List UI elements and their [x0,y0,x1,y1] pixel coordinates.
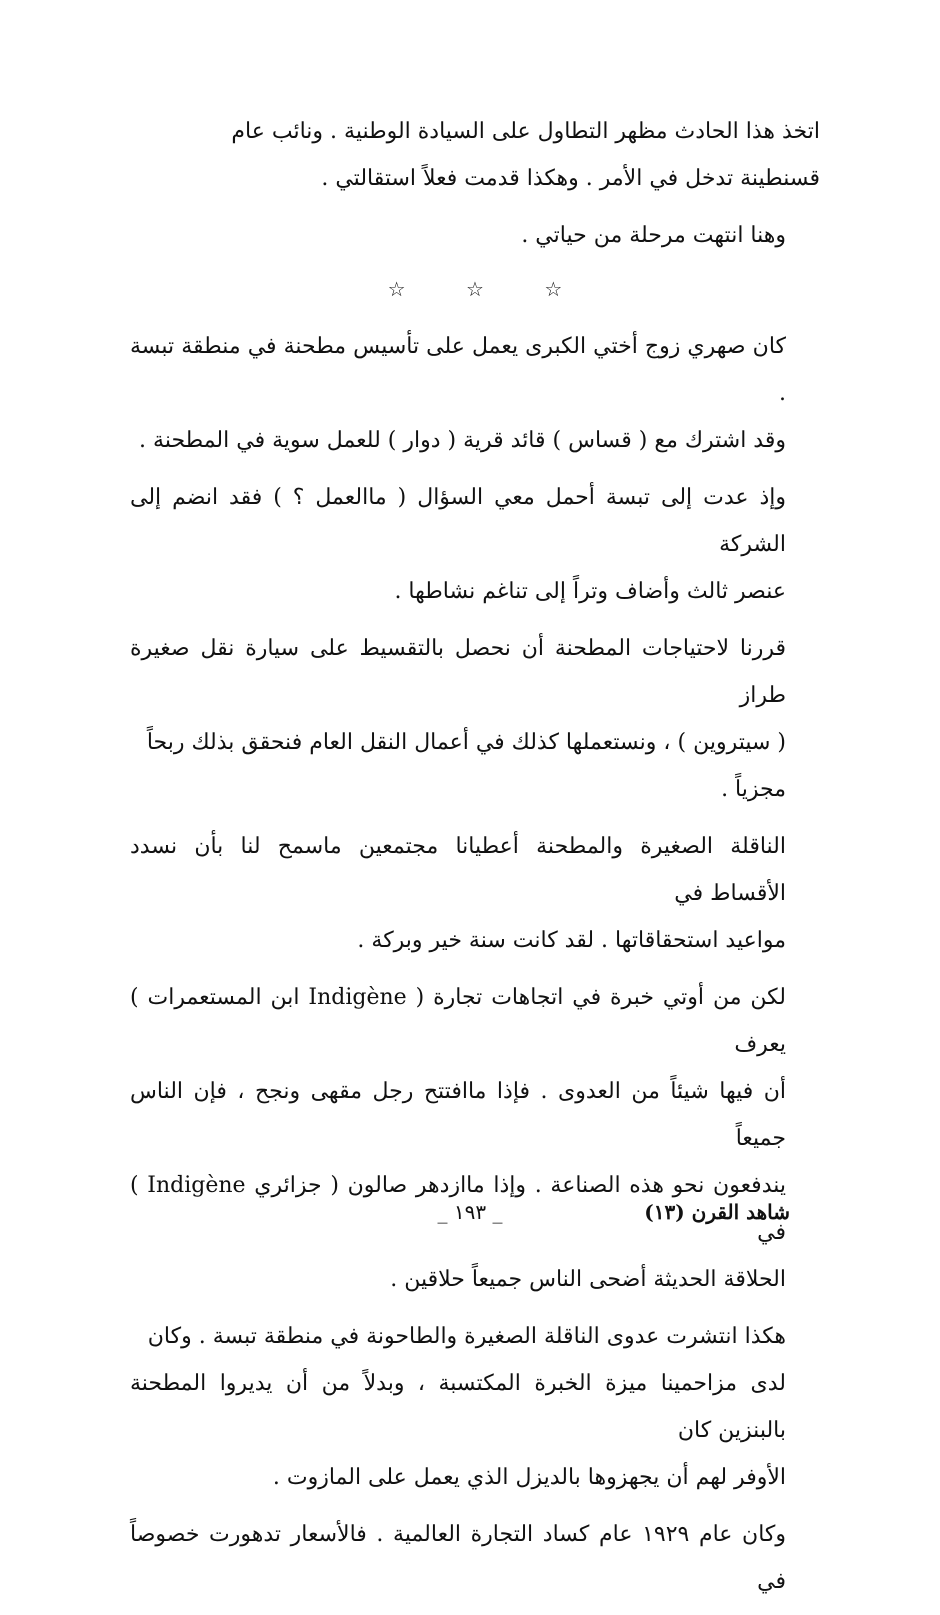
paragraph [130,108,820,202]
book-title: شاهد القرن (١٣) [644,1200,790,1224]
paragraph [130,1313,820,1501]
text-line: قررنا لاحتياجات المطحنة أن نحصل بالتقسيط على سيارة نقل صغيرة طراز [130,636,786,708]
text-line: عنصر ثالث وأضاف وتراً إلى تناغم نشاطها . [394,579,786,604]
paragraph [130,323,820,464]
text-line: كان صهري زوج أختي الكبرى يعمل على تأسيس مطحنة في منطقة تبسة . [130,334,786,406]
text-line: مجزياً . [721,777,786,802]
page-footer [150,1195,790,1229]
paragraph [130,474,820,615]
text-line: الناقلة الصغيرة والمطحنة أعطيانا مجتمعين ماسمح لنا بأن نسدد الأقساط في [130,834,786,906]
text-block-before-separator [130,108,820,259]
star-icon: ☆ [466,277,484,301]
paragraph [130,1511,820,1605]
text-line: هكذا انتشرت عدوى الناقلة الصغيرة والطاحونة في منطقة تبسة . وكان [147,1324,786,1349]
text-line: وإذ عدت إلى تبسة أحمل معي السؤال ( ماالعمل ؟ ) فقد انضم إلى الشركة [130,485,786,557]
page-body [130,108,820,1615]
paragraph [130,625,820,813]
text-line: ( سيتروين ) ، ونستعملها كذلك في أعمال النقل العام فنحقق بذلك ربحاً [146,730,786,755]
text-line: لكن من أوتي خبرة في اتجاهات تجارة ( Indigène ابن المستعمرات ) يعرف [130,985,786,1057]
star-separator [130,269,820,309]
paragraph [130,974,820,1303]
text-line: وهنا انتهت مرحلة من حياتي . [521,223,786,248]
star-icon: ☆ [544,277,563,301]
text-line: يندفعون نحو هذه الصناعة . وإذا ماازدهر صالون ( جزائري Indigène ) في [130,1173,787,1245]
star-icon: ☆ [387,277,406,301]
text-line: مواعيد استحقاقاتها . لقد كانت سنة خير وبركة . [357,928,786,953]
page-number: _ ١٩٣ _ [437,1200,503,1224]
text-block-after-separator [130,323,820,1605]
text-line: أن فيها شيئاً من العدوى . فإذا ماافتتح رجل مقهى ونجح ، فإن الناس جميعاً [130,1079,786,1151]
paragraph [130,212,820,259]
text-line: الحلاقة الحديثة أضحى الناس جميعاً حلاقين . [390,1267,786,1292]
paragraph [130,823,820,964]
text-line: الأوفر لهم أن يجهزوها بالديزل الذي يعمل على المازوت . [272,1465,786,1490]
text-line: قسنطينة تدخل في الأمر . وهكذا قدمت فعلاً استقالتي . [321,166,820,191]
text-line: وقد اشترك مع ( قساس ) قائد قرية ( دوار ) للعمل سوية في المطحنة . [139,428,786,453]
text-line: اتخذ هذا الحادث مظهر التطاول على السيادة الوطنية . ونائب عام [231,119,820,144]
text-line: لدى مزاحمينا ميزة الخبرة المكتسبة ، وبدلاً من أن يديروا المطحنة بالبنزين كان [130,1371,786,1443]
text-line: وكان عام ١٩٢٩ عام كساد التجارة العالمية . فالأسعار تدهورت خصوصاً في [130,1522,786,1594]
